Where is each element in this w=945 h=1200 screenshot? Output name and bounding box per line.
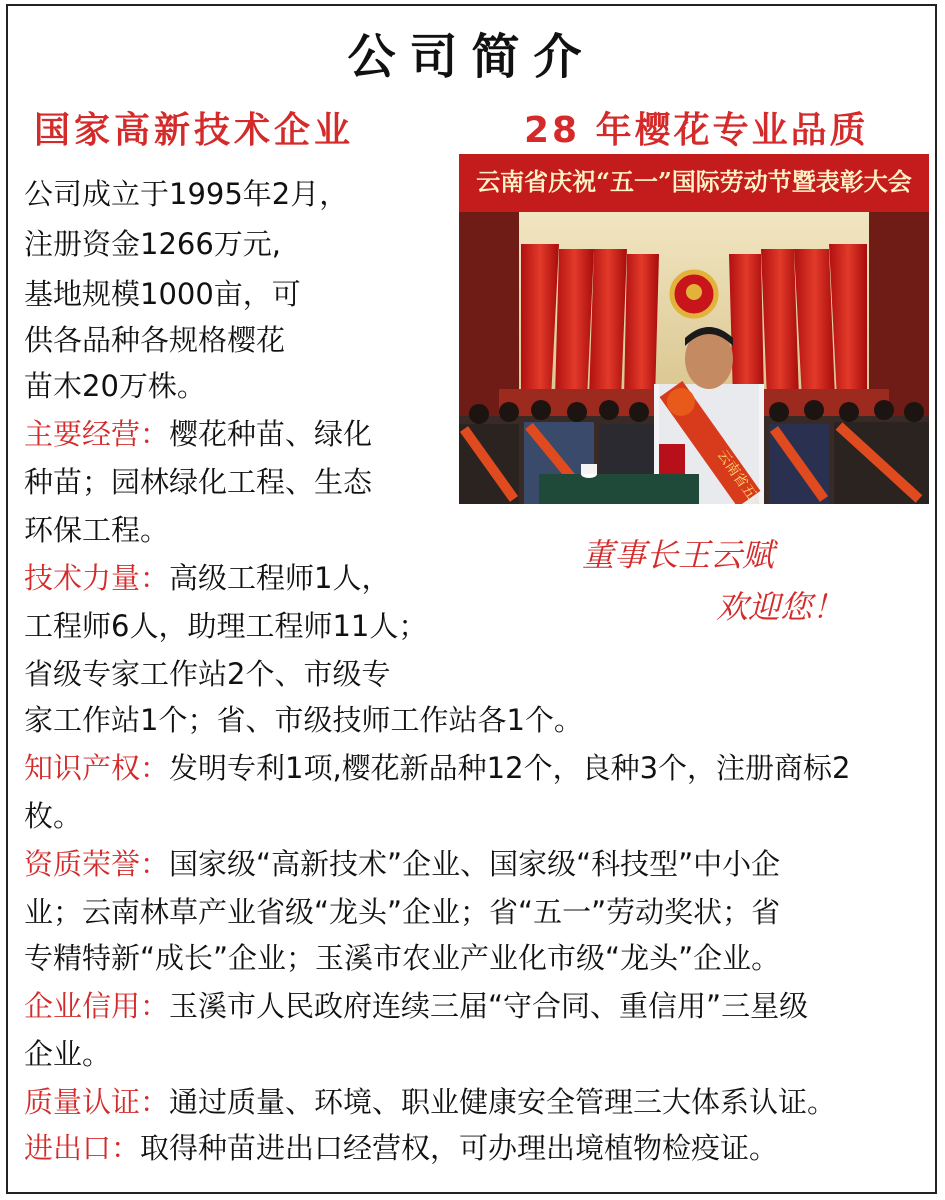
honors-label: 资质荣誉： xyxy=(24,847,170,881)
honors-text: 国家级“高新技术”企业、国家级“科技型”中小企 xyxy=(169,847,781,881)
tech-line: 省级专家工作站2个、市级专 xyxy=(24,657,391,691)
ip-section xyxy=(24,748,851,788)
caption-name: 董事长王云赋 xyxy=(582,536,775,574)
honors-section xyxy=(24,844,780,884)
business-section xyxy=(24,414,372,454)
headline-right: 28 年樱花专业品质 xyxy=(524,110,869,151)
honors-line: 业；云南林草产业省级“龙头”企业；省“五一”劳动奖状；省 xyxy=(24,895,781,929)
credit-text: 玉溪市人民政府连续三届“守合同、重信用”三星级 xyxy=(169,989,809,1023)
intro-line: 基地规模1000亩，可 xyxy=(24,277,301,311)
tech-line: 家工作站1个；省、市级技师工作站各1个。 xyxy=(24,703,583,737)
page-title: 公司简介 xyxy=(347,29,596,85)
intro-line: 注册资金1266万元, xyxy=(24,227,282,261)
ip-label: 知识产权： xyxy=(24,751,170,785)
document-page xyxy=(6,4,937,1194)
intro-line: 公司成立于1995年2月， xyxy=(24,177,349,211)
ip-text: 发明专利1项,樱花新品种12个，良种3个，注册商标2 xyxy=(169,751,851,785)
quality-section xyxy=(24,1082,836,1122)
caption-welcome: 欢迎您！ xyxy=(716,588,845,626)
business-text: 樱花种苗、绿化 xyxy=(169,417,373,451)
business-label: 主要经营： xyxy=(24,417,170,451)
intro-line: 苗木20万株。 xyxy=(24,369,206,403)
ceremony-photo xyxy=(459,154,929,504)
credit-line: 企业。 xyxy=(24,1037,112,1071)
honors-line: 专精特新“成长”企业；玉溪市农业产业化市级“龙头”企业。 xyxy=(24,941,781,975)
intro-line: 供各品种各规格樱花 xyxy=(24,323,286,357)
trade-section xyxy=(24,1128,778,1168)
tech-section xyxy=(24,558,390,598)
headline-left: 国家高新技术企业 xyxy=(34,110,355,151)
quality-label: 质量认证： xyxy=(24,1085,170,1119)
business-line: 环保工程。 xyxy=(24,513,170,547)
tech-label: 技术力量： xyxy=(24,561,170,595)
credit-label: 企业信用： xyxy=(24,989,170,1023)
trade-label: 进出口： xyxy=(24,1131,141,1165)
business-line: 种苗；园林绿化工程、生态 xyxy=(24,465,373,499)
quality-text: 通过质量、环境、职业健康安全管理三大体系认证。 xyxy=(169,1085,837,1119)
ip-line: 枚。 xyxy=(24,799,83,833)
tech-text: 高级工程师1人， xyxy=(169,561,391,595)
credit-section xyxy=(24,986,808,1026)
trade-text: 取得种苗进出口经营权，可办理出境植物检疫证。 xyxy=(140,1131,779,1165)
tech-line: 工程师6人，助理工程师11人； xyxy=(24,609,428,643)
photo-banner-text: 云南省庆祝“五一”国际劳动节暨表彰大会 xyxy=(476,167,912,196)
